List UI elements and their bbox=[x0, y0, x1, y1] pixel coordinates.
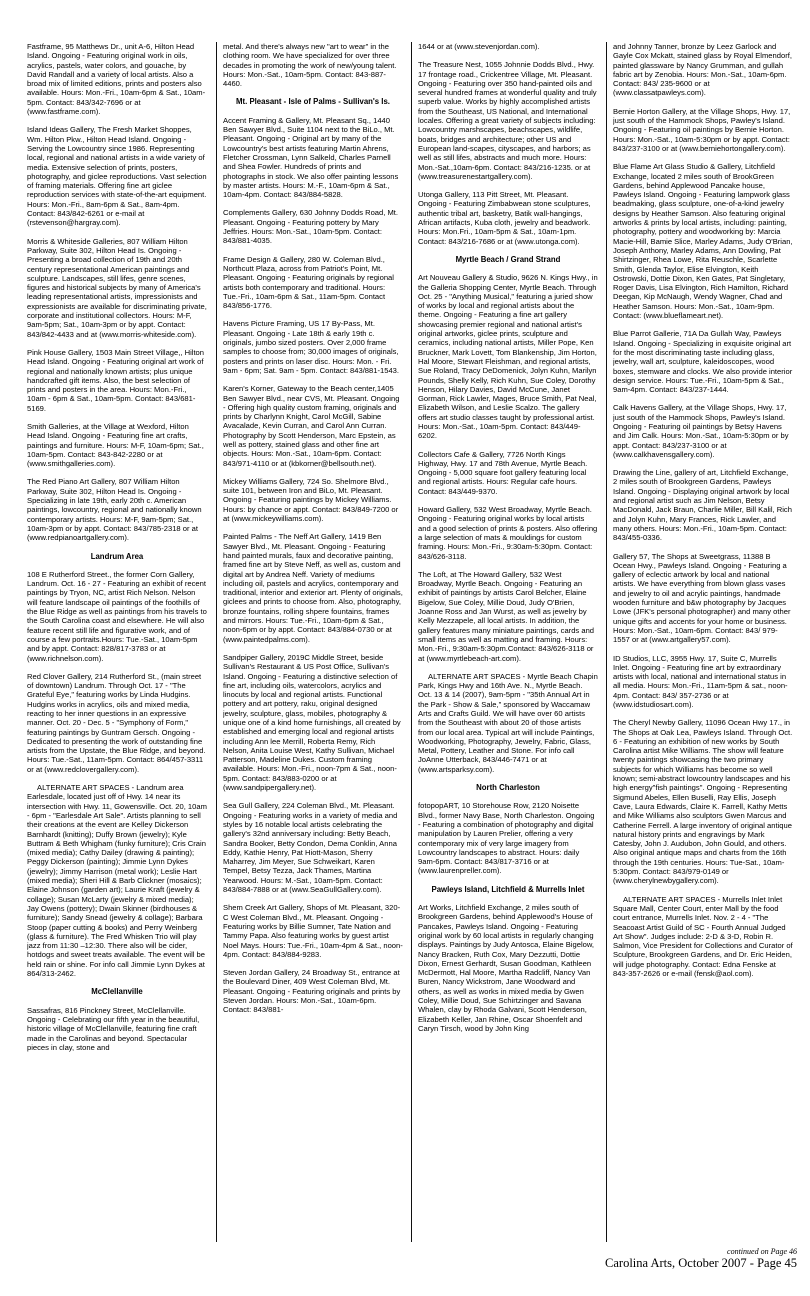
gallery-listing: Red Clover Gallery, 214 Rutherford St., (main street of downtown) Landrum. Through Oct. 17 - "The Grateful Eye," featuring works by Linda Hudgins. Hudgins works in acrylics, oils and mixed media, reacting to her inner questions in an expressive manner. Oct. 20 - Dec. 5 - "Symphony of Form," featuring paintings by Guntram Gersch. Ongoing - Dedicated to presenting the work of outstanding fine artists from the Upstate, the Blue Ridge, and beyond. Hours: Tue.-Sat., 11am-5pm. Contact: 864/457-3311 or at (www.redclovergallery.com). bbox=[27, 671, 206, 774]
gallery-listing: Art Nouveau Gallery & Studio, 9626 N. Kings Hwy., in the Galleria Shopping Center, Myrtle Beach. Through Oct. 25 - "Anything Musical," featuring a juried show of works by local and regional artists about the theme. Ongoing - Featuring a fine art gallery showcasing premier regional and national artist's original artworks, giclee prints, sculpture and ceramics, including national artists, Miller Pope, Ken Bruckner, Mark Lovett, Tom Blankenship, Jim Horton, Hal Moore, Stewart Fleishman, and regional artists, Sue Roland, Tracy DeDomenick, Jolyn Kuhn, Marilyn Pounds, Shelly Kelly, Rich Kuhn, Sue Coley, Dorothy Henson, Hilary Davies, David McCune, Janet Gorman, Rick Lawler, Mages, Bruce Smith, Pat Neal, Elizabeth Wilson, and Leslie Scalzo. The gallery offers art studio classes taught by professional artist. Hours: Mon.-Sat., 10am-5pm. Contact: 843/449-6202. bbox=[418, 273, 598, 441]
section-heading: North Charleston bbox=[476, 783, 540, 793]
gallery-listing: Shem Creek Art Gallery, Shops of Mt. Pleasant, 320-C West Coleman Blvd., Mt. Pleasant. Ongoing - Featuring works by Billie Sumner, Tate Nation and Tammy Papa. Also featuring works by guest artist Noel Mays. Hours: Tue.-Fri., 10am-4pm & Sat., noon-4pm. Contact: 843/884-9283. bbox=[223, 903, 403, 959]
gallery-listing: Smith Galleries, at the Village at Wexford, Hilton Head Island. Ongoing - Featuring fine art crafts, paintings and furniture. Hours: M-F, 10am-6pm; Sat., 10am-5pm. Contact: 843-842-2280 or at (www.smithgalleries.com). bbox=[27, 421, 204, 469]
gallery-listing: metal. And there's always new "art to wear" in the clothing room. We have specialized for over three decades in promoting the work of new/young talent. Hours: Mon.-Sat., 10am-5pm. Contact: 843-887-4460. bbox=[223, 42, 397, 89]
gallery-listing: Drawing the Line, gallery of art, Litchfield Exchange, 2 miles south of Brookgreen Gardens, Pawleys Island. Ongoing - Displaying original artwork by local and regional artist such as Jim Nelson, Betsy MacDonald, Jack Braun, Charlie Miller, Bill Kalil, Rich and Jolyn Kuhn, Mary Frances, Rick Lawler, and many others. Hours: Mon.-Fri., 10am-5pm. Contact: 843/455-0336. bbox=[613, 468, 792, 543]
gallery-listing: Sea Gull Gallery, 224 Coleman Blvd., Mt. Pleasant. Ongoing - Featuring works in a variety of media and styles by 16 notable local artists celebrating the gallery's 32nd anniversary including: Betty Beach, Sandra Booker, Betty Condon, Dema Conklin, Anna Eddy, Kathie Henry, Pat Hiott-Mason, Sherry Maharrey, Jim Meyer, Sue Schweikart, Karen Tempel, Betsy Tezza, Jack Thames, Martina Yearwood. Hours: M.-Sat., 10am-5pm. Contact: 843/884-7888 or at (www.SeaGullGallery.com). bbox=[223, 801, 398, 895]
gallery-listing: Collectors Cafe & Gallery, 7726 North Kings Highway, Hwy. 17 and 78th Avenue, Myrtle Beach. Ongoing - 5,000 square foot gallery featuring local and regional artists. Hours: Regular cafe hours. Contact: 843/449-9370. bbox=[418, 449, 588, 496]
gallery-listing: Accent Framing & Gallery, Mt. Pleasant Sq., 1440 Ben Sawyer Blvd., Suite 1104 next to the BiLo., Mt. Pleasant. Ongoing - Original art by many of the Lowcountry's best artists featuring Martin Ahrens, Fletcher Crossman, Lynn Salkeld, Charles Parnell and Shea Fowler. Hundreds of prints and photographs in stock. We also offer painting lessons by master artists. Hours: M.-F., 10am-6pm & Sat., 10am-4pm. Contact: 843/884-5828. bbox=[223, 115, 399, 200]
gallery-listing: Sassafras, 816 Pinckney Street, McClellanville. Ongoing - Celebrating our fifth year in the beautiful, historic village of McClellanville, featuring fine craft made in the Carolinas and beyond. Spectacular pieces in clay, stone and bbox=[27, 1005, 200, 1052]
gallery-listing: Island Ideas Gallery, The Fresh Market Shoppes, Wm. Hilton Pkw., Hilton Head Island. Ongoing - Serving the Lowcountry since 1986. Representing local, regional and national artists in a wide variety of media. Extensive selection of prints, posters, photography, and giclee reproductions. Vast selection of framing materials. Offering fine art giclee reproduction services with state-of-the-art equipment. Hours: Mon.-Fri., 8am-6pm & Sat., 8am-4pm. Contact: 843/842-6261 or e-mail at (rstevenson@hargray.com). bbox=[27, 125, 207, 228]
gallery-listing: Pink House Gallery, 1503 Main Street Village,, Hilton Head Island. Ongoing - Featuring original art work of regional and nationally known artists; plus unique handcrafted gift items. Also, the best selection of prints and posters in the area. Hours: Mon.-Fri., 10am - 6pm & Sat., 10am-5pm. Contact: 843/681-5169. bbox=[27, 347, 204, 413]
page-footer: Carolina Arts, October 2007 - Page 45 bbox=[605, 1256, 797, 1270]
section-heading: Myrtle Beach / Grand Strand bbox=[455, 254, 561, 264]
continued-note: continued on Page 46 bbox=[727, 1247, 797, 1256]
gallery-listing: The Red Piano Art Gallery, 807 William Hilton Parkway, Suite 302, Hilton Head Is. Ongoing - Specializing in late 19th, early 20th c. American paintings, lowcountry, regional and nationally known contemporary artists. Hours: M-F, 9am-5pm; Sat., 10am-3pm or by appt. Contact: 843/785-2318 or at (www.redpianoartgallery.com). bbox=[27, 477, 202, 543]
gallery-listing: Howard Gallery, 532 West Broadway, Myrtle Beach. Ongoing - Featuring original works by local artists and a good selection of prints & posters. Also offering a large selection of mats & mouldings for custom framing. Hours: Mon.-Fri., 9:30am-5:30pm. Contact: 843/626-3118. bbox=[418, 505, 598, 561]
gallery-listing: Painted Palms - The Neff Art Gallery, 1419 Ben Sawyer Blvd., Mt. Pleasant. Ongoing - Featuring hand painted murals, faux and decorative painting, framed fine art by Steve Neff, as well as, custom and digital art by Andrea Neff. Variety of mediums including oil, pastels and acrylics, contemporary and traditional, interior and exterior art. Plenty of originals, giclees and prints to choose from. Also, photography, bronze fountains, rolling shpere fountains, frames and mirrors. Hours: Tue.-Fri., 10am-6pm & Sat., noon-6pm or by appt. Contact: 843/884-0730 or at (www.paintedpalms.com). bbox=[223, 532, 403, 644]
gallery-listing: Sandpiper Gallery, 2019C Middle Street, beside Sullivan's Restaurant & US Post Office, Sullivan's Island. Ongoing - Featuring a distinctive selection of fine art, including oils, watercolors, acrylics and linocuts by local and regional artists. Functional pottery and art pottery, raku, original designed jewelry, sculpture, glass, mobiles, photography & unique one of a kind home furnishings, all created by established and emerging local and regional artists including Ann lee Merrill, Roberta Remy, Rich Nelson, Anita Louise West, Kathy Sullivan, Michael Patterson, Madeline Dukes. Custom framing available. Hours: Mon.-Fri., noon-7pm & Sat., noon-5pm. Contact: 843/883-0200 or at (www.sandpipergallery.net). bbox=[223, 652, 401, 793]
column-divider bbox=[606, 42, 607, 1242]
gallery-listing: ID Studios, LLC, 3955 Hwy. 17, Suite C, Murrells Inlet. Ongoing - Featuring fine art by extraordinary artists with local, national and international status in all media. Hours: Mon.-Fri., 11am-5pm & sat., noon-4pm. Contact: 843/ 357-2736 or at (www.idstudiosart.com). bbox=[613, 653, 788, 709]
gallery-listing: Complements Gallery, 630 Johnny Dodds Road, Mt. Pleasant. Ongoing - Featuring pottery by Mary Jeffries. Hours: Mon.-Sat., 10am-5pm. Contact: 843/881-4035. bbox=[223, 208, 399, 246]
section-heading: Mt. Pleasant - Isle of Palms - Sullivan's Is. bbox=[236, 97, 390, 107]
gallery-listing: Art Works, Litchfield Exchange, 2 miles south of Brookgreen Gardens, behind Applewood's House of Pancakes, Pawleys Island. Ongoing - Featuring original work by 60 local artists in regularly changing displays. Paintings by Judy Antosca, Elaine Bigelow, Nancy Bracken, Ruth Cox, Mary Dezzutti, Dottie Dixon, Ernest Gerhardt, Susan Goodman, Kathleen McDermott, Hal Moore, Martha Radcliff, Nancy Van Buren, Nancy Wickstrom, Jane Woodward and others, as well as works in mixed media by Gwen Coley, Millie Doud, Sue Schirtzinger and Savana Whalen, clay by Rhoda Galvani, Scott Henderson, Elizabeth Keller, Jan Rhine, Oscar Shoenfelt and Caryn Tirsch, wood by John King bbox=[418, 903, 595, 1033]
section-heading: Landrum Area bbox=[90, 551, 144, 561]
gallery-listing: The Loft, at The Howard Gallery, 532 West Broadway, Myrtle Beach. Ongoing - Featuring an exhibit of paintings by artists Carol Belcher, Elaine Bigelow, Sue Coley, Millie Doud, Judy O'Brien, Joanne Ross and Jan Wurst, as well as jewelry by Kelly Mezzapele, all local artists. In addition, the gallery features many miniature paintings, cards and small items as well as matting and framing. Hours: Mon.-Fri., 9:30am-5:30pm.Contact: 843/626-3118 or at (www.myrtlebeach-art.com). bbox=[418, 569, 595, 663]
gallery-listing: Karen's Korner, Gateway to the Beach center,1405 Ben Sawyer Blvd., near CVS, Mt. Pleasant. Ongoing - Offering high quality custom framing, originals and prints by Charlynn Knight, Carol McGill, Sabine Avacalade, Kevin Curran, and Carol Ann Curran. Photography by Scott Henderson, Marc Epstein, as well as pottery, stained glass and other fine art objects. Hours: Mon.-Sat., 10am-6pm. Contact: 843/971-4110 or at (kbkorner@bellsouth.net). bbox=[223, 384, 400, 468]
gallery-listing: Fastframe, 95 Matthews Dr., unit A-6, Hilton Head Island. Ongoing - Featuring original work in oils, acrylics, pastels, water colors, and gouache, by David Randall and a variety of local artists. Also a broad mix of limited editions, prints and posters also available. Hours: Mon.-Fri., 10am-6pm & Sat., 10am-5pm. Contact: 843/342-7696 or at (www.fastframe.com). bbox=[27, 42, 206, 117]
gallery-listing: The Cheryl Newby Gallery, 11096 Ocean Hwy 17., in The Shops at Oak Lea, Pawleys Island. Through Oct. 6 - Featuring an exhibition of new works by South Carolina artist Mike Williams. The show will feature twenty paintings showcasing the two primary subjects for which Williams has become so well known; semi-abstract lowcountry landscapes and his high energy"fish paintings". Ongoing - Representing Sigmund Abeles, Ellen Buselli, Ray Ellis, Joseph Cave, Laura Edwards, Claire K. Farrell, Kathy Metts and Mike Williams also sculptors Gwen Marcus and Catherine Ferrell. A large inventory of original antique natural history prints and engravings by Mark Catesby, John J. Audubon, John Gould, and others. Also original antique maps and charts from the 16th through the 19th centuries. Hours: Tue-Sat., 10am-5:30pm. Contact: 843/979-0149 or (www.cherylnewbygallery.com). bbox=[613, 718, 793, 886]
gallery-listing: fotopopART, 10 Storehouse Row, 2120 Noisette Blvd., former Navy Base, North Charleston. Ongoing - Featuring a combination of photography and digital manipulation by Lauren Prelier, offering a very contemporary mix of very large imagery from Lowcountry landscapes to abstract. Hours: daily 9am-6pm. Contact: 843/817-3716 or at (www.laurenpreller.com). bbox=[418, 801, 595, 876]
gallery-listing: Blue Flame Art Glass Studio & Gallery, Litchfield Exchange, located 2 miles south of BrookGreen Gardens, behind Applewood Pancake house, Pawleys Island. Ongoing - Featuring lampwork glass beadmaking, glass sculpture, one-of-a-kind jewelry designs by Heather Samson. Also featuring original artworks & prints by local artists, including: painting, photography, pottery and woodworking by: Marcia Macie-Hill, Bamie Slice, Marley Adams, Judy O'Brian, Joseph Anthony, Marley Adams, Ann Dowling, Pat Shirtzinger, Rhea Lowe, Rita Reuschle, Scarlette Smith, Glenda Taylor, Elise Elvington, Keith Ostrowski, Dottie Dixon, Ken Gates, Pat Singletary, Roger Davis, Lisa Elvington, Rich Hamilton, Richard Deegan, Kip McNaugh, Wendy Wagner, Chad and Heather Samson. Hours: Mon.-Sat., 10am-9pm. Contact: (www.blueflameart.net). bbox=[613, 162, 793, 321]
section-heading: Pawleys Island, Litchfield & Murrells Inlet bbox=[431, 884, 585, 894]
listing-column-1 bbox=[27, 42, 207, 1242]
gallery-listing: ALTERNATE ART SPACES - Landrum area Earlesdale, located just off of Hwy. 14 near its intersection with Hwy. 11, Gowensville. Oct. 20, 10am - 6pm - "Earlesdale Art Sale". Artists planning to sell their creations at the event are Kelley Dickerson Barnhardt (knitting); Duffy Brown (jewelry); Kyle Buttram & Beth Whigham (funky furniture); Cris Crain (mixed media); Cathy Dailey (drawing & painting); Peggy Dickerson (painting); Jimmie Lynn Dykes (jewelry); Jimmy Harrison (metal work); Leslie Hart (mixed media); Sheri Hill & Barb Clickner (mosaics); Elaine Johnson (garden art); Laurie Kraft (jewelry & collage); Susan McLarty (jewelry & mixed media); Jay Owens (pottery); Dwain Skinner (birdhouses & furniture); Sandy Snead (jewelry & collage); Barbara Stoop (paper cutting & books) and Perry Weinberg (glass & furniture). The Fred Whisken Trio will play jazz from 11:30 –12:30. There also will be cider, hotdogs and sweet treats available. The event will be held rain or shine. For info call Jimmie Lynn Dykes at 864/313-2462. bbox=[27, 783, 207, 979]
gallery-listing: 1644 or at (www.stevenjordan.com). bbox=[418, 42, 540, 51]
listing-column-3 bbox=[418, 42, 598, 1242]
listing-column-2 bbox=[223, 42, 403, 1242]
section-heading: McClellanville bbox=[91, 987, 143, 997]
gallery-listing: Frame Design & Gallery, 280 W. Coleman Blvd., Northcutt Plaza, across from Patriot's Point, Mt. Pleasant. Ongoing - Featuring originals by regional artists both contemporary and traditional. Hours: Tue.-Fri., 10am-6pm & Sat., 11am-5pm. Contact 843/856-1776. bbox=[223, 254, 394, 311]
gallery-listing: and Johnny Tanner, bronze by Leez Garlock and Gayle Cox Mckatt, stained glass by Royal Elmendorf, painted glassware by Nancy Grumman, and gullah fabric art by Zenobia. Hours: Mon.-Sat., 10am-6pm. Contact: 843/ 235-9600 or at (www.classatpawleys.com). bbox=[613, 42, 792, 98]
gallery-listing: ALTERNATE ART SPACES - Myrtle Beach Chapin Park, Kings Hwy and 16th Ave. N., Myrtle Beach. Oct. 13 & 14 (2007), 9am-5pm - "35th Annual Art in the Park - Show & Sale," sponsored by Waccamaw Arts and Crafts Guild. We will have over 60 artists from the Southeast with about 20 of those artists from our local area. Typical art will include Paintings, Woodworking, Photography, Jewelry, Fabric, Glass, Metal, Pottery, Leather and Stone. For info call JoAnne Utterback, 843/446-7471 or at (www.artsparksy.com). bbox=[418, 671, 598, 774]
gallery-listing: Bernie Horton Gallery, at the Village Shops, Hwy. 17, just south of the Hammock Shops, Pawley's Island. Ongoing - Featuring oil paintings by Bernie Horton. Hours: Mon.-Sat., 10am-5:30pm or by appt. Contact: 843/237-3100 or at (www.berniehortongallery.com). bbox=[613, 106, 791, 153]
gallery-listing: Havens Picture Framing, US 17 By-Pass, Mt. Pleasant. Ongoing - Late 18th & early 19th c. originals, jumbo sized posters. Over 2,000 frame samples to choose from; 30,000 images of originals, posters and prints on laser disc. Hours: Mon. - Fri. 9am - 6pm; Sat. 9am - 5pm. Contact: 843/881-1543. bbox=[223, 319, 400, 375]
gallery-listing: The Treasure Nest, 1055 Johnnie Dodds Blvd., Hwy. 17 frontage road., Crickentree Village, Mt. Pleasant. Ongoing - Featuring over 350 hand-painted oils and several hundred frames at wonderful quality and truly superb value. Works by highly accomplished artists from the Southeast, US National, and International locales. Offering a great variety of subjects including: Lowcountry marshscapes, beachscapes, wildlife, boats, bridges and architecture; other US and European land-scapes, cityscapes, and harbors; as well as still lifes, abstracts and much more. Hours: Mon.-Sat.,10am-6pm. Contact: 843/216-1235. or at (www.treasurenestartgallery.com). bbox=[418, 60, 597, 181]
listing-column-4 bbox=[613, 42, 793, 1242]
gallery-listing: Calk Havens Gallery, at the Village Shops, Hwy. 17, just south of the Hammock Shops, Pawley's Island. Ongoing - Featuring oil paintings by Betsy Havens and Jim Calk. Hours: Mon.-Sat., 10am-5:30pm or by appt. Contact: 843/237-3100 or at (www.calkhavensgallery.com). bbox=[613, 403, 789, 459]
gallery-listing: Gallery 57, The Shops at Sweetgrass, 11388 B Ocean Hwy., Pawleys Island. Ongoing - Featuring a gallery of eclectic artwork by local and national artists. We have everything from blown glass vases and jewelry to oil and acrylic paintings, handmade wooden furniture and b&w photography by Jacques Lowe (JFK's personal photographer) and many other unique gifts and accents for your home or business. Hours: Mon.-Sat., 10am-6pm. Contact: 843/ 979-1557 or at (www.artgallery57.com). bbox=[613, 551, 791, 645]
listings-page bbox=[27, 42, 797, 1242]
gallery-listing: Mickey Williams Gallery, 724 So. Shelmore Blvd., suite 101, between Iron and BiLo, Mt. Pleasant. Ongoing - Featuring paintings by Mickey Williams. Hours: by chance or appt. Contact: 843/849-7200 or at (www.mickeywilliams.com). bbox=[223, 476, 399, 524]
gallery-listing: Utonga Gallery, 113 Pitt Street, Mt. Pleasant. Ongoing - Featuring Zimbabwean stone sculptures, authentic tribal art, basketry, Batik wall-hangings, African artifacts, Kuba cloth, jewelry and beadwork. Hours: Mon.Fri., 10am-5pm & Sat., 10am-1pm. Contact: 843/216-7686 or at (www.utonga.com). bbox=[418, 190, 591, 246]
gallery-listing: Steven Jordan Gallery, 24 Broadway St., entrance at the Boulevard Diner, 409 West Coleman Blvd, Mt. Pleasant. Ongoing - Featuring originals and prints by Steven Jordan. Hours: Mon.-Sat., 10am-6pm. Contact: 843/881- bbox=[223, 968, 401, 1015]
column-divider bbox=[411, 42, 412, 1242]
gallery-listing: 108 E Rutherford Street., the former Corn Gallery, Landrum. Oct. 16 - 27 - Featuring an exhibit of recent paintings by Tryon, NC, artist Rich Nelson. Nelson will feature landscape oil paintings of the foothills of the Blue Ridge as well as paintings from his travels to the South Carolina coast and elsewhere. He will also feature recent still life and figurative work, and of course a few portraits.Hours: Tue.-Sat., 10am-5pm and by appt. Contact: 828/817-3783 or at (www.richnelson.com). bbox=[27, 569, 207, 663]
gallery-listing: Blue Parrot Gallerie, 71A Da Gullah Way, Pawleys Island. Ongoing - Specializing in exquisite original art for the most discriminating taste including glass, jewelry, wall art, sculpture, kaleidoscopes, wood boxes, stemware and clocks. We also provide interior design service. Hours: Tue.-Fri., 10am-5pm & Sat., 9am-4pm. Contact: 843/237-1444. bbox=[613, 329, 793, 395]
gallery-listing: Morris & Whiteside Galleries, 807 William Hilton Parkway, Suite 302, Hilton Head Is. Ongoing - Presenting a broad collection of 19th and 20th century representational American paintings and sculpture. Landscapes, still lifes, genre scenes, figures and historical subjects by many of America's leading representational artists, impressionists and expressionists are available for discriminating private, corporate and institutional collectors. Hours: M-F, 9am-5pm; Sat., 10am-3pm or by appt. Contact: 843/842-4433 and at (www.morris-whiteside.com). bbox=[27, 236, 207, 339]
gallery-listing: ALTERNATE ART SPACES - Murrells Inlet Inlet Square Mall, Center Court, enter Mall by the food court entrance, Murrells Inlet. Nov. 2 - 4 - "The Seacoast Artist Guild of SC - Fourth Annual Judged Art Show". Judges include: 2-D & 3-D, Robin R. Salmon, Vice President for Collections and Curator of Sculpture, Brookgreen Gardens, and Dr. Eric Heiden, will judge photography. Contact: Edna Fenske at 843-357-2626 or e-mail (fensk@aol.com). bbox=[613, 894, 793, 979]
column-divider bbox=[216, 42, 217, 1242]
